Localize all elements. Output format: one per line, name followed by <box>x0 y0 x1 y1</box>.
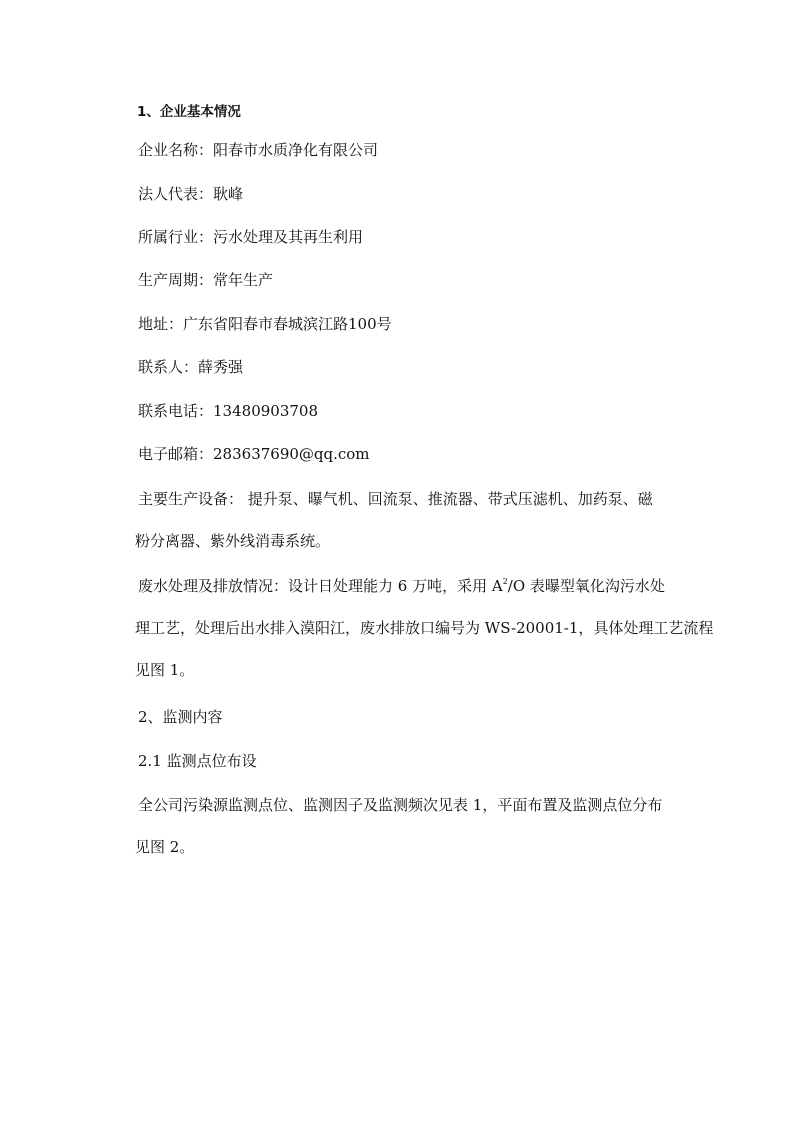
phone-value: 13480903708 <box>213 402 318 420</box>
equipment-line-2: 粉分离器、紫外线消毒系统。 <box>135 532 331 550</box>
address-line <box>138 314 392 334</box>
contact-person-line <box>138 357 243 377</box>
section-heading-basic-info: 1、企业基本情况 <box>137 104 241 120</box>
wastewater-line-1 <box>138 576 698 596</box>
equipment-paragraph <box>135 489 698 551</box>
legal-rep-line <box>138 184 243 204</box>
industry-value: 污水处理及其再生利用 <box>213 228 364 246</box>
wastewater-line-2: 理工艺，处理后出水排入漠阳江，废水排放口编号为 WS-20001-1，具体处理工艺流程 <box>135 619 714 637</box>
monitoring-paragraph <box>135 795 698 857</box>
production-cycle-value: 常年生产 <box>213 271 274 289</box>
monitoring-line-1: 全公司污染源监测点位、监测因子及监测频次见表 1，平面布置及监测点位分布 <box>138 796 663 814</box>
company-name-line <box>138 140 378 160</box>
section-heading-monitoring: 2、监测内容 <box>138 708 223 726</box>
legal-rep-label: 法人代表： <box>138 185 214 203</box>
contact-person-label: 联系人： <box>138 358 199 376</box>
sub-heading-monitoring-points: 2.1 监测点位布设 <box>138 752 257 770</box>
phone-line <box>138 401 318 421</box>
email-label: 电子邮箱： <box>138 445 214 463</box>
industry-line <box>138 227 363 247</box>
legal-rep-value: 耿峰 <box>213 185 244 203</box>
wastewater-paragraph <box>135 576 714 680</box>
phone-label: 联系电话： <box>138 402 214 420</box>
production-cycle-line <box>138 270 273 290</box>
equipment-line-1: 主要生产设备： 提升泵、曝气机、回流泵、推流器、带式压滤机、加药泵、磁 <box>138 490 653 508</box>
wastewater-line-3: 见图 1。 <box>135 661 195 679</box>
wastewater-superscript: 2 <box>502 577 508 586</box>
address-label: 地址： <box>138 315 184 333</box>
wastewater-line-1-a: 废水处理及排放情况：设计日处理能力 6 万吨，采用 A <box>138 577 503 595</box>
contact-person-value: 薛秀强 <box>198 358 244 376</box>
monitoring-line-2: 见图 2。 <box>135 838 195 856</box>
email-value: 283637690@qq.com <box>213 445 370 463</box>
company-name-value: 阳春市水质净化有限公司 <box>213 141 379 159</box>
company-name-label: 企业名称： <box>138 141 214 159</box>
industry-label: 所属行业： <box>138 228 214 246</box>
email-line <box>138 444 370 464</box>
address-value: 广东省阳春市春城滨江路100号 <box>183 315 392 333</box>
wastewater-line-1-b: /O 表曝型氧化沟污水处 <box>507 577 665 595</box>
production-cycle-label: 生产周期： <box>138 271 214 289</box>
